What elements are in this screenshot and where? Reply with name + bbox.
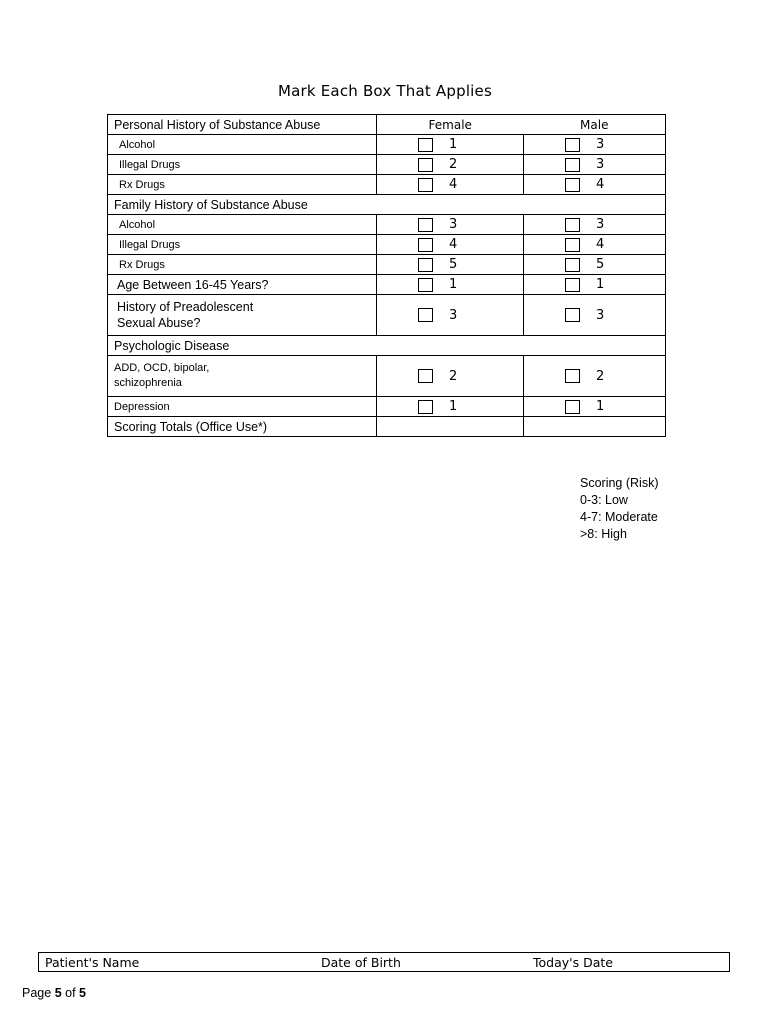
score-female: 1: [449, 137, 458, 153]
page-total: 5: [79, 986, 86, 1000]
checkbox-female[interactable]: [418, 400, 433, 414]
row-label: Illegal Drugs: [108, 155, 377, 175]
row-label: [108, 295, 377, 336]
checkbox-male[interactable]: [565, 158, 580, 172]
checkbox-female[interactable]: [418, 218, 433, 232]
form-title: Mark Each Box That Applies: [278, 82, 492, 100]
score-male: 3: [596, 217, 605, 233]
column-female: Female: [377, 115, 524, 135]
checkbox-male[interactable]: [565, 218, 580, 232]
checkbox-female[interactable]: [418, 278, 433, 292]
header-row: [108, 115, 666, 135]
table-row: [108, 155, 666, 175]
score-male: 3: [596, 157, 605, 173]
column-male: Male: [524, 115, 666, 135]
row-label: Alcohol: [108, 215, 377, 235]
score-female: 1: [449, 399, 458, 415]
checkbox-male[interactable]: [565, 308, 580, 322]
table-row: [108, 175, 666, 195]
checkbox-male[interactable]: [565, 400, 580, 414]
scoring-high: >8: High: [580, 527, 627, 541]
dob-label: Date of Birth: [321, 955, 401, 970]
score-male: 4: [596, 237, 605, 253]
row-label: Rx Drugs: [108, 255, 377, 275]
score-female: 3: [449, 217, 458, 233]
risk-table: [107, 114, 666, 437]
table-row: [108, 255, 666, 275]
table-row: [108, 235, 666, 255]
row-label-line2: schizophrenia: [114, 377, 182, 389]
section-row: [108, 195, 666, 215]
section-family: Family History of Substance Abuse: [108, 195, 666, 215]
todays-date-label: Today's Date: [533, 955, 613, 970]
score-male: 1: [596, 277, 605, 293]
checkbox-female[interactable]: [418, 308, 433, 322]
checkbox-male[interactable]: [565, 178, 580, 192]
row-label-line1: ADD, OCD, bipolar,: [114, 362, 210, 374]
checkbox-female[interactable]: [418, 158, 433, 172]
table-row: [108, 215, 666, 235]
table-row: [108, 275, 666, 295]
score-female: 4: [449, 177, 458, 193]
checkbox-female[interactable]: [418, 258, 433, 272]
checkbox-male[interactable]: [565, 278, 580, 292]
table-row: [108, 135, 666, 155]
total-male-field[interactable]: [524, 417, 666, 437]
score-female: 4: [449, 237, 458, 253]
row-label: [108, 356, 377, 397]
page-of: of: [65, 986, 76, 1000]
page-current: 5: [54, 986, 62, 1000]
checkbox-female[interactable]: [418, 138, 433, 152]
row-label: Age Between 16-45 Years?: [108, 275, 377, 295]
score-female: 5: [449, 257, 458, 273]
total-female-field[interactable]: [377, 417, 524, 437]
section-psych: Psychologic Disease: [108, 336, 666, 356]
scoring-heading: Scoring (Risk): [580, 476, 659, 490]
score-male: 3: [596, 137, 605, 153]
row-label: Alcohol: [108, 135, 377, 155]
score-male: 2: [596, 368, 605, 384]
page-number: [22, 986, 86, 1000]
checkbox-female[interactable]: [418, 238, 433, 252]
section-personal: Personal History of Substance Abuse: [108, 115, 377, 135]
score-male: 5: [596, 257, 605, 273]
score-male: 4: [596, 177, 605, 193]
scoring-key: [580, 475, 659, 543]
table-row: [108, 295, 666, 336]
checkbox-female[interactable]: [418, 369, 433, 383]
table-row: [108, 397, 666, 417]
checkbox-male[interactable]: [565, 258, 580, 272]
row-label: Illegal Drugs: [108, 235, 377, 255]
patient-name-label: Patient's Name: [45, 955, 140, 970]
totals-row: [108, 417, 666, 437]
table-row: [108, 356, 666, 397]
score-female: 2: [449, 157, 458, 173]
score-female: 2: [449, 368, 458, 384]
score-female: 1: [449, 277, 458, 293]
section-row: [108, 336, 666, 356]
score-female: 3: [449, 307, 458, 323]
row-label-line1: History of Preadolescent: [117, 300, 254, 314]
score-male: 3: [596, 307, 605, 323]
scoring-moderate: 4-7: Moderate: [580, 510, 658, 524]
totals-label: Scoring Totals (Office Use*): [108, 417, 377, 437]
patient-info-box: [38, 952, 730, 972]
row-label-line2: Sexual Abuse?: [117, 316, 201, 330]
checkbox-male[interactable]: [565, 138, 580, 152]
checkbox-female[interactable]: [418, 178, 433, 192]
page-prefix: Page: [22, 986, 52, 1000]
score-male: 1: [596, 399, 605, 415]
row-label: Rx Drugs: [108, 175, 377, 195]
checkbox-male[interactable]: [565, 238, 580, 252]
row-label: Depression: [108, 397, 377, 417]
checkbox-male[interactable]: [565, 369, 580, 383]
scoring-low: 0-3: Low: [580, 493, 628, 507]
